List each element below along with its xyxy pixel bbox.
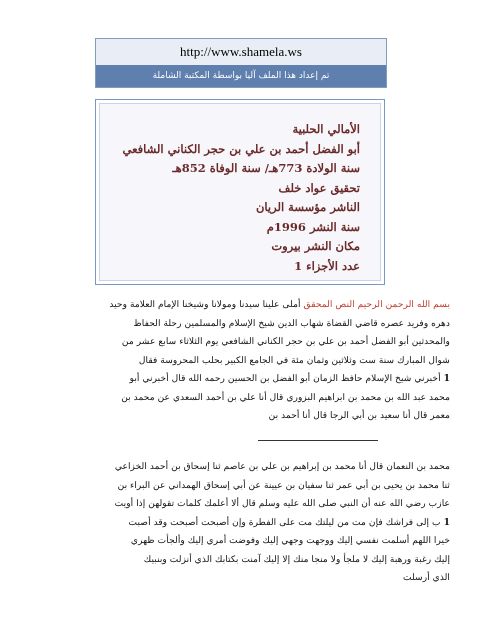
text-line: الذي أرسلت <box>402 572 450 583</box>
book-author: أبو الفضل أحمد بن علي بن حجر الكناني الشافعي <box>122 141 360 156</box>
text-line: محمد عبد الله بن محمد بن ابراهيم البزوري قال أنا علي بن أحمد السعدي عن محمد بن <box>121 391 450 403</box>
book-dates: سنة الولادة 773هـ/ سنة الوفاة 852هـ <box>172 161 360 175</box>
text-line: ثنا محمد بن يحيى بن أبي عمر ثنا سفيان بن عيينة عن أبي إسحاق الهمداني عن البراء بن <box>117 479 450 491</box>
text-line: شوال المبارك سنة ست وثلاثين وثمان مئة في الجامع الكبير بحلب المحروسة فقال <box>138 354 450 366</box>
text-paragraph-1 <box>30 296 450 426</box>
hadith-number: 1 <box>443 373 450 384</box>
text-line: إليك رغبة ورهبة إليك لا ملجأ ولا منجا منك إلا إليك آمنت بكتابك الذي أنزلت وبنبيك <box>143 553 450 565</box>
book-publisher: الناشر مؤسسة الريان <box>255 200 360 214</box>
text-line: عازب رضي الله عنه أن النبي صلى الله عليه وسلم قال ألا أعلمك كلمات تقولهن إذا أويت <box>114 498 450 509</box>
text-line: محمد بن النعمان قال أنا محمد بن إبراهيم بن علي بن عاصم ثنا إسحاق بن أحمد الخزاعي <box>114 461 450 472</box>
basmala-lead: بسم الله الرحمن الرحيم النص المحقق <box>303 299 450 310</box>
book-info-box <box>95 99 385 285</box>
book-editor: تحقيق عواد خلف <box>278 180 360 195</box>
source-url[interactable]: http://www.shamela.ws <box>96 39 386 65</box>
text-line: والمحدثين أبو الفضل أحمد بن علي بن حجر الكناني الشافعي يوم الثلاثاء سابع عشر من <box>121 336 450 347</box>
text-paragraph-2 <box>30 458 450 588</box>
page-divider <box>258 440 378 441</box>
book-publish-year: سنة النشر 1996م <box>266 219 360 234</box>
source-banner <box>95 38 387 88</box>
book-volumes: عدد الأجزاء 1 <box>294 258 360 273</box>
source-subtitle: تم إعداد هذا الملف آليا بواسطة المكتبة الشاملة <box>96 65 386 87</box>
hadith-number: 1 <box>443 516 450 528</box>
text-line <box>30 296 450 315</box>
book-publish-place: مكان النشر بيروت <box>271 239 360 253</box>
text-line: دهره وفريد عصره قاضي القضاة شهاب الدين شيخ الإسلام والمسلمين رحلة الحفاظ <box>133 317 450 329</box>
book-title: الأمالي الحلبية <box>292 122 360 136</box>
text-line-content: أخبرني شيخ الإسلام حافظ الزمان أبو الفضل بن الحسين رحمه الله قال أخبرني أبو <box>129 373 441 384</box>
text-line <box>30 370 450 389</box>
text-line: خيرا اللهم أسلمت نفسي إليك ووجهت وجهي إليك وفوضت أمري إليك وألجأت ظهري <box>130 535 450 546</box>
text-line-content: ب إلى فراشك فإن مت من ليلتك مت على الفطرة وإن أصبحت أصبحت وقد أصبت <box>128 516 441 528</box>
text-line-content: أملى علينا سيدنا ومولانا وشيخنا الإمام العلامة وحيد <box>109 299 301 310</box>
text-line <box>30 514 450 533</box>
text-line: معمر قال أنا سعيد بن أبي الرجا قال أنا أحمد بن <box>268 410 450 421</box>
